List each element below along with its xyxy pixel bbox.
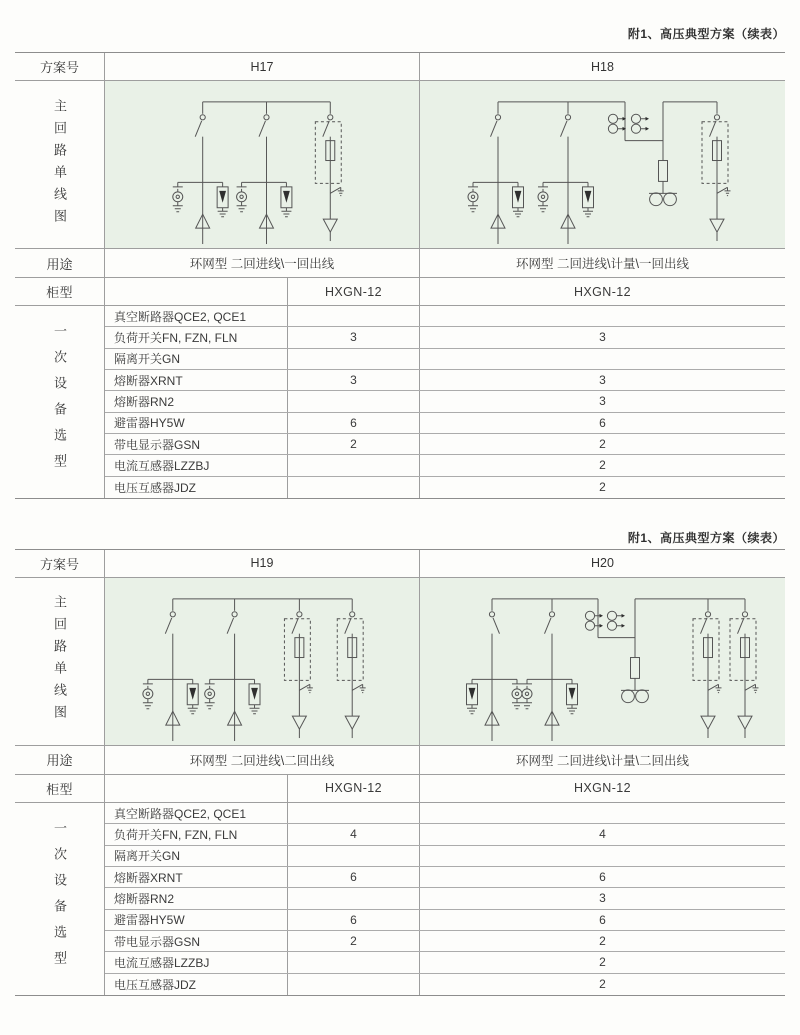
equipment-name: 熔断器RN2 <box>105 391 288 411</box>
equipment-qty-h18 <box>420 349 785 369</box>
h17-single-line-diagram <box>105 81 419 248</box>
equipment-qty-h19 <box>288 974 420 995</box>
scheme-number-row <box>15 53 785 81</box>
equipment-name: 熔断器RN2 <box>105 888 288 908</box>
equipment-qty-h19 <box>288 803 420 823</box>
table-row <box>105 867 785 888</box>
equipment-name: 避雷器HY5W <box>105 413 288 433</box>
h20-diagram-cell <box>420 578 785 745</box>
equipment-qty-h18: 6 <box>599 415 606 430</box>
equipment-qty-h18: 2 <box>599 480 606 495</box>
current-transformer-symbol <box>608 114 626 133</box>
diagram-label: 主回路单线图 <box>52 595 67 728</box>
single-line-diagram-row <box>15 81 785 249</box>
incoming-feeder-symbol <box>173 102 228 244</box>
equipment-name: 电压互感器JDZ <box>105 974 288 995</box>
cabinet-h18: HXGN-12 <box>574 284 631 299</box>
outgoing-fuse-feeder-symbol <box>693 599 722 738</box>
equipment-name: 电流互感器LZZBJ <box>105 455 288 475</box>
cabinet-label: 柜型 <box>15 775 105 802</box>
single-line-diagram-row <box>15 578 785 746</box>
outgoing-fuse-feeder-symbol <box>284 599 312 738</box>
equipment-qty-h20: 2 <box>599 934 606 949</box>
equipment-grid <box>105 306 785 498</box>
outgoing-fuse-feeder-symbol <box>702 102 731 241</box>
equipment-grid <box>105 803 785 995</box>
fuse-symbol <box>659 161 668 182</box>
appendix-title-2: 附1、高压典型方案（续表） <box>627 530 785 545</box>
equipment-name: 带电显示器GSN <box>105 434 288 454</box>
equipment-name: 熔断器XRNT <box>105 867 288 887</box>
equipment-name: 电流互感器LZZBJ <box>105 952 288 972</box>
usage-label: 用途 <box>15 249 105 277</box>
table-row <box>105 327 785 348</box>
incoming-feeder-symbol <box>205 599 260 741</box>
current-transformer-symbol <box>607 611 625 630</box>
usage-h17: 环网型 二回进线\一回出线 <box>105 249 420 277</box>
incoming-feeder-symbol <box>522 599 578 741</box>
cabinet-h17: HXGN-12 <box>288 278 420 305</box>
cabinet-h19: HXGN-12 <box>288 775 420 802</box>
equipment-qty-h18: 2 <box>599 437 606 452</box>
equipment-name: 避雷器HY5W <box>105 910 288 930</box>
cabinet-type-row <box>15 278 785 306</box>
equipment-qty-h19 <box>288 888 420 908</box>
scheme-number-label: 方案号 <box>15 550 105 577</box>
current-transformer-symbol <box>631 114 649 133</box>
scheme-h18: H18 <box>591 59 614 74</box>
equipment-qty-h17: 3 <box>288 370 420 390</box>
h17-diagram-cell <box>105 81 420 248</box>
equipment-qty-h20: 2 <box>599 977 606 992</box>
equipment-qty-h18: 3 <box>599 373 606 388</box>
table-row <box>105 477 785 498</box>
equipment-name: 带电显示器GSN <box>105 931 288 951</box>
table-row <box>105 306 785 327</box>
table-row <box>105 952 785 973</box>
equipment-selection-section <box>15 306 785 498</box>
table-row <box>105 455 785 476</box>
equipment-qty-h20: 6 <box>599 912 606 927</box>
equipment-qty-h19: 6 <box>288 867 420 887</box>
usage-row <box>15 249 785 278</box>
equipment-qty-h20: 3 <box>599 891 606 906</box>
equipment-qty-h17 <box>288 349 420 369</box>
equipment-qty-h17 <box>288 455 420 475</box>
equipment-qty-h20: 2 <box>599 955 606 970</box>
equipment-qty-h18: 3 <box>599 394 606 409</box>
diagram-label-cell <box>15 578 105 745</box>
incoming-feeder-symbol <box>237 102 292 244</box>
table-row <box>105 391 785 412</box>
table-row <box>105 349 785 370</box>
equipment-selection-section <box>15 803 785 995</box>
cabinet-label: 柜型 <box>15 278 105 305</box>
scheme-number-label: 方案号 <box>15 53 105 80</box>
equipment-qty-h19: 2 <box>288 931 420 951</box>
equipment-qty-h17 <box>288 391 420 411</box>
table-row <box>105 413 785 434</box>
table-row <box>105 931 785 952</box>
equipment-label: 一次设备选型 <box>52 323 67 480</box>
scheme-table-h19-h20 <box>15 549 785 996</box>
equipment-qty-h18: 2 <box>599 458 606 473</box>
current-transformer-symbol <box>585 611 603 630</box>
incoming-feeder-symbol <box>143 599 198 741</box>
usage-label: 用途 <box>15 746 105 774</box>
equipment-label: 一次设备选型 <box>52 820 67 977</box>
equipment-name: 隔离开关GN <box>105 349 288 369</box>
scheme-table-h17-h18 <box>15 52 785 499</box>
table-row <box>105 370 785 391</box>
voltage-transformer-symbol <box>649 193 677 206</box>
equipment-name: 负荷开关FN, FZN, FLN <box>105 824 288 844</box>
table-row <box>105 888 785 909</box>
usage-h18: 环网型 二回进线\计量\一回出线 <box>516 257 689 271</box>
equipment-qty-h19: 4 <box>288 824 420 844</box>
equipment-qty-h17: 3 <box>288 327 420 347</box>
equipment-qty-h19 <box>288 846 420 866</box>
equipment-qty-h17 <box>288 306 420 326</box>
cabinet-empty-cell <box>105 278 288 305</box>
equipment-qty-h20: 6 <box>599 870 606 885</box>
h20-single-line-diagram <box>420 578 785 745</box>
table-row <box>105 846 785 867</box>
outgoing-fuse-feeder-symbol <box>730 599 759 738</box>
outgoing-fuse-feeder-symbol <box>315 102 343 241</box>
h18-single-line-diagram <box>420 81 785 248</box>
table-row <box>105 974 785 995</box>
equipment-qty-h19 <box>288 952 420 972</box>
equipment-label-cell <box>15 306 105 498</box>
equipment-name: 真空断路器QCE2, QCE1 <box>105 803 288 823</box>
equipment-label-cell <box>15 803 105 995</box>
diagram-label: 主回路单线图 <box>52 98 67 231</box>
h19-diagram-cell <box>105 578 420 745</box>
equipment-name: 熔断器XRNT <box>105 370 288 390</box>
equipment-name: 电压互感器JDZ <box>105 477 288 498</box>
outgoing-fuse-feeder-symbol <box>337 599 365 738</box>
usage-row <box>15 746 785 775</box>
usage-h20: 环网型 二回进线\计量\二回出线 <box>516 753 689 768</box>
cabinet-h20: HXGN-12 <box>574 781 631 796</box>
incoming-feeder-symbol <box>467 599 523 741</box>
equipment-qty-h19: 6 <box>288 910 420 930</box>
cabinet-empty-cell <box>105 775 288 802</box>
scheme-number-row <box>15 550 785 578</box>
fuse-symbol <box>631 657 640 678</box>
h18-diagram-cell <box>420 81 785 248</box>
table-row <box>105 434 785 455</box>
scheme-h17: H17 <box>105 53 420 80</box>
incoming-feeder-symbol <box>538 102 594 244</box>
voltage-transformer-symbol <box>621 690 649 703</box>
equipment-name: 负荷开关FN, FZN, FLN <box>105 327 288 347</box>
equipment-name: 隔离开关GN <box>105 846 288 866</box>
equipment-qty-h17: 6 <box>288 413 420 433</box>
usage-h19: 环网型 二回进线\二回出线 <box>105 746 420 774</box>
equipment-qty-h18 <box>420 306 785 326</box>
equipment-qty-h17 <box>288 477 420 498</box>
equipment-qty-h20: 4 <box>599 827 606 842</box>
equipment-qty-h18: 3 <box>599 330 606 345</box>
equipment-qty-h20 <box>420 803 785 823</box>
diagram-label-cell <box>15 81 105 248</box>
equipment-qty-h20 <box>420 846 785 866</box>
h19-single-line-diagram <box>105 578 419 745</box>
scheme-h19: H19 <box>105 550 420 577</box>
incoming-feeder-symbol <box>468 102 524 244</box>
table-row <box>105 803 785 824</box>
cabinet-type-row <box>15 775 785 803</box>
equipment-name: 真空断路器QCE2, QCE1 <box>105 306 288 326</box>
table-row <box>105 910 785 931</box>
scheme-h20: H20 <box>591 556 614 571</box>
equipment-qty-h17: 2 <box>288 434 420 454</box>
appendix-title-1: 附1、高压典型方案（续表） <box>627 27 785 41</box>
table-row <box>105 824 785 845</box>
